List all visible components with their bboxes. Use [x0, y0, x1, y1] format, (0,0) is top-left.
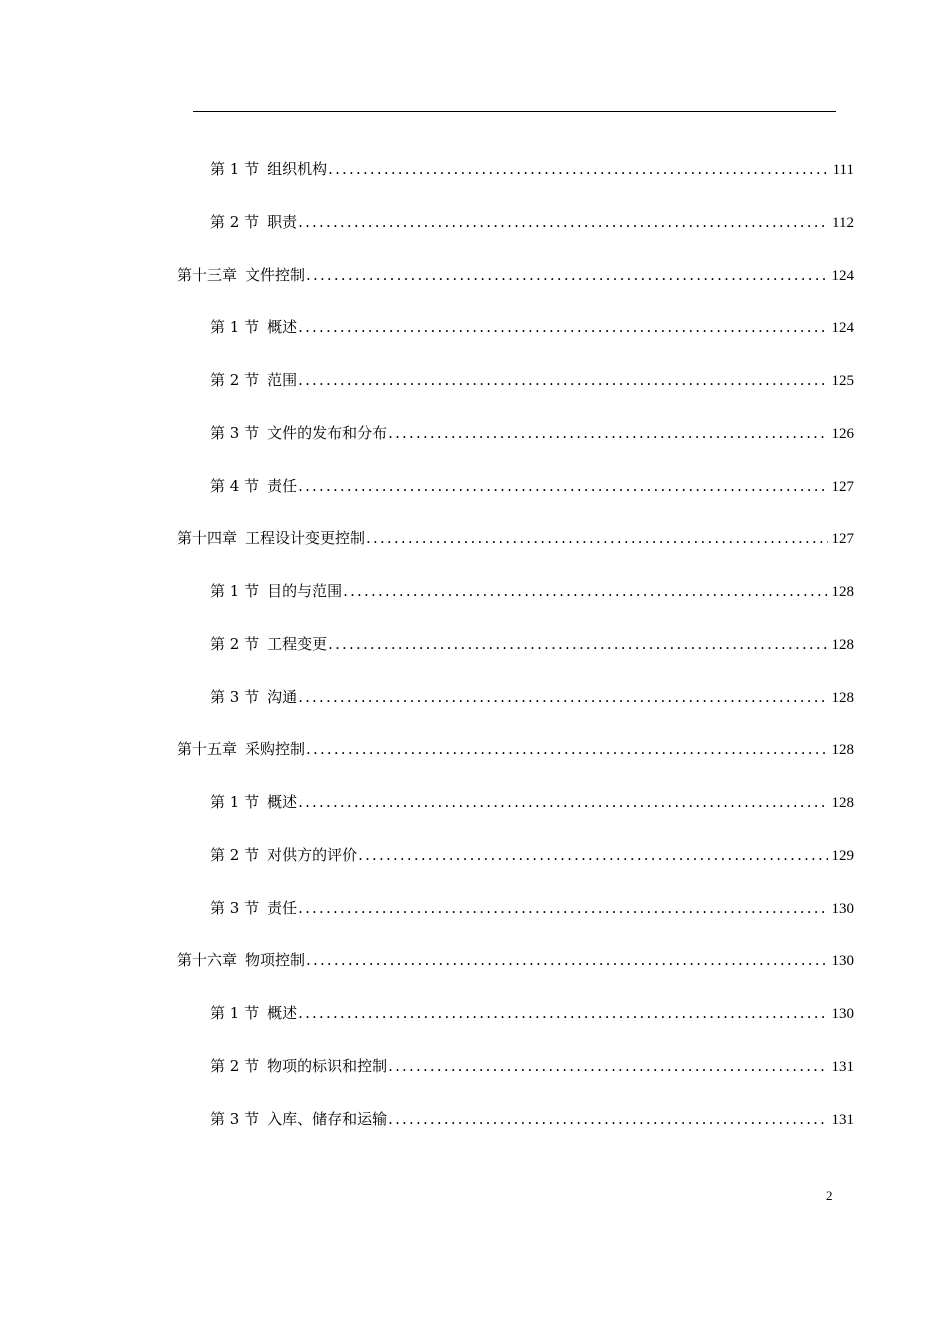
toc-entry-title: 入库、储存和运输 [267, 1109, 388, 1128]
toc-entry-number: 第 2 节 [210, 1056, 260, 1075]
toc-entry-label [210, 1049, 387, 1083]
toc-section-entry[interactable] [210, 469, 854, 503]
toc-section-entry[interactable] [210, 996, 854, 1030]
toc-entry-number: 第 1 节 [210, 582, 260, 600]
toc-entry-number: 第 2 节 [210, 634, 260, 653]
toc-section-entry[interactable] [210, 1102, 854, 1136]
toc-entry-label [210, 574, 342, 608]
toc-entry-number: 第 3 节 [210, 1109, 260, 1128]
toc-section-entry[interactable] [210, 627, 854, 661]
toc-dot-leader [306, 258, 827, 292]
toc-dot-leader [298, 891, 827, 925]
toc-entry-label [210, 627, 327, 661]
toc-dot-leader [298, 996, 827, 1030]
toc-entry-title: 概述 [267, 318, 298, 337]
toc-entry-title: 概述 [267, 1004, 298, 1022]
toc-dot-leader [306, 732, 827, 766]
toc-entry-number: 第十三章 [177, 265, 238, 284]
toc-entry-number: 第 2 节 [210, 845, 260, 864]
toc-entry-number: 第 1 节 [210, 1004, 260, 1022]
toc-entry-page: 111 [832, 162, 854, 178]
toc-section-entry[interactable] [210, 838, 854, 872]
toc-section-entry[interactable] [210, 363, 854, 397]
toc-entry-page: 127 [831, 531, 854, 548]
toc-entry-label [210, 152, 327, 186]
toc-entry-label [210, 363, 297, 397]
toc-dot-leader [328, 627, 827, 661]
toc-section-entry[interactable] [210, 785, 854, 819]
toc-section-entry[interactable] [210, 1049, 854, 1083]
toc-entry-label [210, 680, 297, 714]
toc-entry-title: 目的与范围 [267, 582, 343, 600]
toc-entry-title: 责任 [267, 898, 298, 917]
toc-entry-label [210, 310, 297, 344]
toc-section-entry[interactable] [210, 416, 854, 450]
toc-entry-label [210, 996, 297, 1030]
toc-section-entry[interactable] [210, 891, 854, 925]
toc-entry-number: 第 2 节 [210, 212, 260, 231]
toc-entry-page: 125 [831, 373, 854, 389]
toc-entry-label [177, 258, 305, 292]
toc-entry-page: 130 [831, 1006, 854, 1022]
toc-entry-page: 124 [831, 267, 854, 284]
toc-entry-number: 第十六章 [177, 951, 238, 970]
toc-entry-number: 第 1 节 [210, 318, 260, 337]
toc-entry-label [210, 416, 387, 450]
toc-entry-title: 物项的标识和控制 [267, 1056, 388, 1075]
toc-section-entry[interactable] [210, 680, 854, 714]
toc-chapter-entry[interactable] [177, 732, 854, 766]
toc-dot-leader [388, 1102, 827, 1136]
toc-dot-leader [298, 310, 827, 344]
toc-section-entry[interactable] [210, 205, 854, 239]
toc-entry-page: 130 [831, 900, 854, 917]
toc-dot-leader [298, 469, 827, 503]
toc-dot-leader [358, 838, 827, 872]
toc-entry-label [210, 469, 297, 503]
toc-entry-label [177, 943, 305, 977]
toc-dot-leader [306, 943, 827, 977]
toc-dot-leader [388, 1049, 827, 1083]
toc-entry-label [177, 521, 365, 555]
toc-dot-leader [298, 680, 827, 714]
toc-dot-leader [298, 363, 827, 397]
toc-entry-label [210, 1102, 387, 1136]
toc-entry-title: 文件控制 [245, 265, 306, 284]
toc-entry-title: 责任 [267, 476, 298, 495]
toc-entry-number: 第 1 节 [210, 793, 260, 811]
toc-entry-number: 第十四章 [177, 529, 238, 548]
toc-entry-label [210, 785, 297, 819]
toc-entry-number: 第 3 节 [210, 898, 260, 917]
page-number: 2 [826, 1188, 833, 1203]
toc-entry-page: 124 [831, 320, 854, 337]
toc-entry-page: 128 [831, 795, 854, 811]
toc-entry-number: 第 2 节 [210, 371, 260, 389]
toc-section-entry[interactable] [210, 152, 854, 186]
toc-dot-leader [298, 205, 828, 239]
toc-entry-number: 第 3 节 [210, 423, 260, 442]
header-rule [193, 111, 836, 112]
toc-dot-leader [388, 416, 827, 450]
toc-entry-label [210, 838, 357, 872]
toc-entry-title: 采购控制 [245, 740, 306, 759]
toc-entry-title: 工程变更 [267, 634, 328, 653]
toc-entry-page: 128 [831, 742, 854, 759]
toc-entry-number: 第 1 节 [210, 160, 260, 178]
toc-entry-page: 112 [832, 214, 854, 231]
toc-entry-label [177, 732, 305, 766]
toc-chapter-entry[interactable] [177, 943, 854, 977]
toc-entry-page: 130 [831, 953, 854, 970]
toc-entry-title: 概述 [267, 793, 298, 811]
toc-entry-page: 127 [831, 478, 854, 495]
toc-entry-title: 物项控制 [245, 951, 306, 970]
toc-chapter-entry[interactable] [177, 258, 854, 292]
toc-entry-title: 沟通 [267, 687, 298, 706]
toc-chapter-entry[interactable] [177, 521, 854, 555]
toc-section-entry[interactable] [210, 310, 854, 344]
toc-entry-number: 第 3 节 [210, 687, 260, 706]
toc-entry-label [210, 205, 297, 239]
toc-entry-page: 128 [831, 584, 854, 600]
toc-entry-title: 工程设计变更控制 [245, 529, 366, 548]
toc-entry-title: 对供方的评价 [267, 845, 358, 864]
toc-section-entry[interactable] [210, 574, 854, 608]
toc-entry-title: 组织机构 [267, 160, 328, 178]
toc-entry-page: 131 [831, 1111, 854, 1128]
toc-entry-number: 第十五章 [177, 740, 238, 759]
toc-dot-leader [298, 785, 827, 819]
toc-entry-label [210, 891, 297, 925]
toc-entry-page: 129 [831, 847, 854, 864]
toc-dot-leader [328, 152, 829, 186]
toc-entry-page: 131 [831, 1058, 854, 1075]
toc-entry-page: 126 [831, 425, 854, 442]
toc-dot-leader [366, 521, 827, 555]
toc-entry-page: 128 [831, 689, 854, 706]
toc-dot-leader [343, 574, 827, 608]
toc-entry-title: 职责 [267, 212, 298, 231]
toc-entry-title: 范围 [267, 371, 298, 389]
toc-entry-title: 文件的发布和分布 [267, 423, 388, 442]
toc-entry-page: 128 [831, 636, 854, 653]
toc-entry-number: 第 4 节 [210, 476, 260, 495]
